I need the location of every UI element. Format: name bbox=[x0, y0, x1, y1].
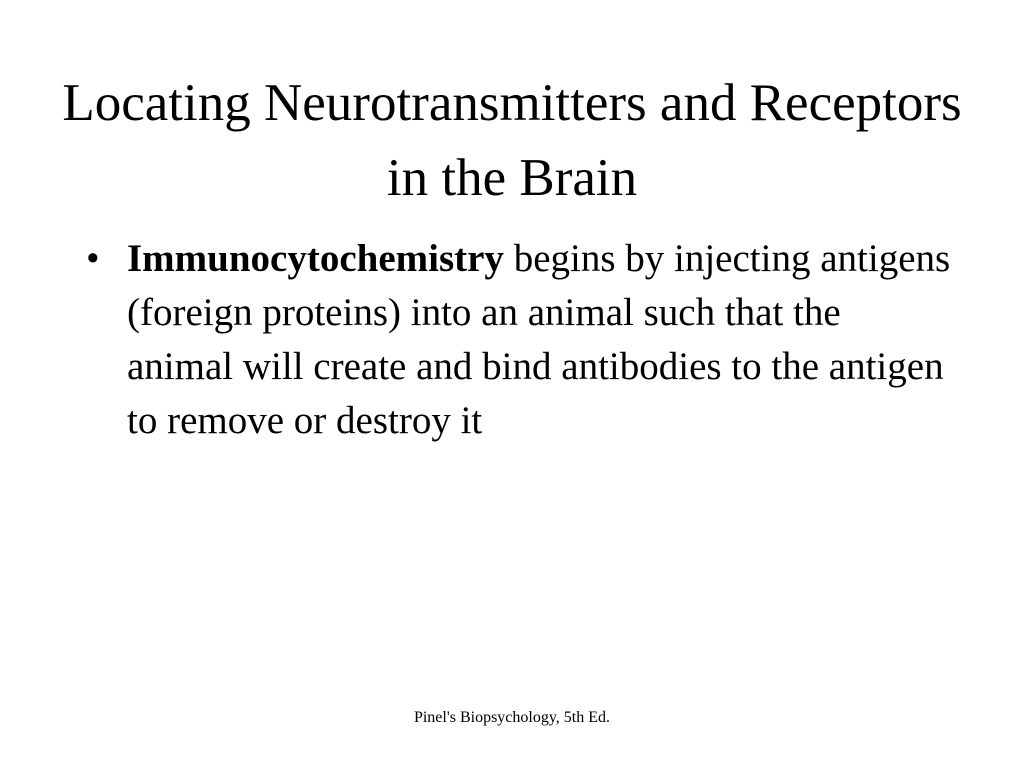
bullet-marker: • bbox=[86, 237, 100, 280]
bullet-item bbox=[84, 232, 954, 448]
bullet-list bbox=[84, 232, 954, 448]
slide-footer: Pinel's Biopsychology, 5th Ed. bbox=[413, 709, 611, 726]
bullet-term: Immunocytochemistry bbox=[127, 237, 504, 280]
bullet-text: begins by injecting antigens (foreign proteins) into an animal such that the animal will create and bind antibodies to the antigen to remove or destroy it bbox=[127, 237, 951, 442]
slide-title: Locating Neurotransmitters and Receptors in the Brain bbox=[62, 74, 962, 207]
